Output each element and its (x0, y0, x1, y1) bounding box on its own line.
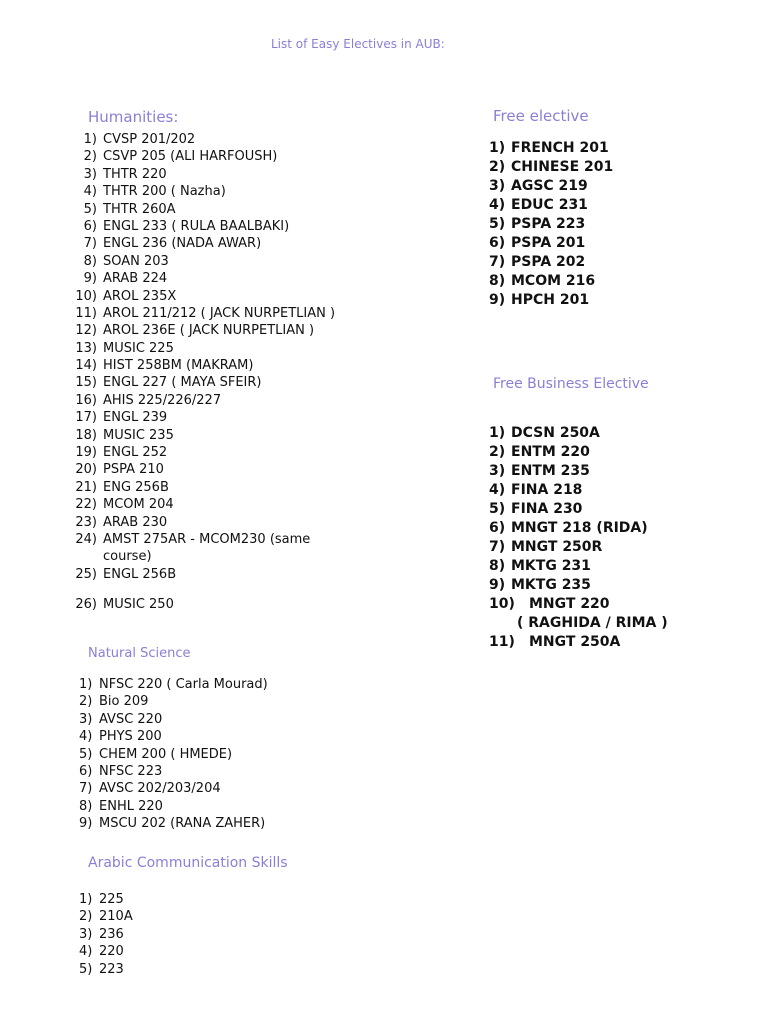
item-number: 7) (489, 254, 506, 270)
item-number: 16) (75, 392, 97, 408)
item-number: 6) (489, 520, 506, 536)
item-label: THTR 200 ( Nazha) (103, 184, 226, 200)
item-number: 5) (79, 961, 93, 977)
item-label: 210A (99, 909, 133, 925)
list-item (489, 234, 613, 253)
item-label: PHYS 200 (99, 729, 162, 745)
list-item (73, 479, 343, 496)
item-number: 2) (79, 909, 93, 925)
list-item (489, 595, 668, 614)
list-item (73, 270, 343, 287)
item-number: 3) (79, 926, 93, 942)
item-label: 223 (99, 961, 124, 977)
list-item (489, 481, 668, 500)
list-item (489, 500, 668, 519)
list-item (79, 815, 268, 832)
list-item (73, 444, 343, 461)
item-number: 5) (79, 746, 93, 762)
item-label: Bio 209 (99, 694, 149, 710)
item-number: 19) (75, 445, 97, 461)
item-label: CVSP 201/202 (103, 132, 196, 147)
list-item (489, 443, 668, 462)
item-label: EDUC 231 (511, 197, 588, 213)
item-number: 1) (489, 140, 506, 156)
item-label: DCSN 250A (511, 425, 600, 441)
item-label: ENGL 256B (103, 566, 177, 582)
list-item (489, 215, 613, 234)
natural-science-list (79, 676, 268, 833)
list-item (73, 305, 343, 322)
list-item (73, 322, 343, 339)
item-label: AHIS 225/226/227 (103, 392, 222, 408)
list-item (73, 514, 343, 531)
item-label: ENHL 220 (99, 798, 163, 814)
item-number: 6) (83, 218, 97, 234)
item-label: ( RAGHIDA / RIMA ) (517, 615, 668, 631)
free-elective-list (489, 139, 613, 310)
list-item (489, 633, 668, 652)
item-label: ENGL 236 (NADA AWAR) (103, 236, 262, 252)
item-number: 3) (489, 463, 506, 479)
item-number: 4) (79, 944, 93, 960)
item-label: MUSIC 235 (103, 427, 174, 443)
item-label: AROL 235X (103, 288, 177, 304)
item-number: 7) (83, 236, 97, 252)
item-number: 9) (83, 271, 97, 287)
item-number: 8) (489, 273, 506, 289)
item-label: MNGT 220 (529, 596, 610, 612)
item-label: ENGL 239 (103, 410, 168, 426)
free-business-elective-list (489, 424, 668, 652)
item-label: MKTG 235 (511, 577, 591, 593)
list-item (79, 728, 268, 745)
item-number: 18) (75, 427, 97, 443)
item-number: 13) (75, 340, 97, 356)
item-number: 7) (79, 781, 93, 797)
item-number: 2) (489, 159, 506, 175)
item-number: 9) (489, 292, 506, 308)
item-label: PSPA 210 (103, 462, 164, 478)
item-label: MCOM 204 (103, 497, 174, 513)
list-item (73, 392, 343, 409)
item-number: 1) (83, 132, 97, 147)
item-label: PSPA 202 (511, 254, 586, 270)
item-label: AROL 236E ( JACK NURPETLIAN ) (103, 323, 315, 339)
item-label: NFSC 223 (99, 763, 163, 779)
humanities-heading: Humanities: (88, 108, 179, 126)
list-item (73, 288, 343, 305)
item-label: PSPA 201 (511, 235, 586, 251)
item-number: 9) (489, 577, 506, 593)
list-item (79, 798, 268, 815)
item-number: 25) (75, 566, 97, 582)
item-number: 12) (75, 323, 97, 339)
list-item (79, 943, 133, 960)
item-label: AMST 275AR - MCOM230 (same course) (103, 531, 311, 565)
list-item (489, 614, 668, 633)
list-item (73, 496, 343, 513)
item-label: CHINESE 201 (511, 159, 614, 175)
list-item (73, 235, 343, 252)
item-label: ENGL 227 ( MAYA SFEIR) (103, 375, 262, 391)
item-number: 23) (75, 514, 97, 530)
item-label: PSPA 223 (511, 216, 586, 232)
list-item (489, 557, 668, 576)
list-item (79, 926, 133, 943)
list-item (73, 374, 343, 391)
item-label: MSCU 202 (RANA ZAHER) (99, 816, 266, 832)
item-number: 22) (75, 497, 97, 513)
item-number: 4) (489, 197, 506, 213)
item-number: 20) (75, 462, 97, 478)
item-label: ARAB 230 (103, 514, 168, 530)
item-number: 5) (489, 501, 506, 517)
list-item (73, 218, 343, 235)
arabic-communication-list (79, 891, 133, 978)
item-number: 26) (75, 597, 97, 613)
item-number: 5) (83, 201, 97, 217)
item-label: 220 (99, 944, 124, 960)
list-item (489, 139, 613, 158)
item-label: ENG 256B (103, 479, 169, 495)
item-label: MCOM 216 (511, 273, 596, 289)
list-item (73, 131, 343, 148)
list-item (73, 340, 343, 357)
item-number: 7) (489, 539, 506, 555)
list-item (73, 183, 343, 200)
item-number: 14) (75, 358, 97, 374)
item-label: FINA 230 (511, 501, 583, 517)
item-label: ARAB 224 (103, 271, 168, 287)
list-item (79, 711, 268, 728)
item-label: AVSC 202/203/204 (99, 781, 221, 797)
list-item (79, 763, 268, 780)
arabic-communication-heading: Arabic Communication Skills (88, 855, 288, 871)
item-label: ENGL 252 (103, 445, 168, 461)
item-number: 8) (489, 558, 506, 574)
list-item (79, 693, 268, 710)
free-business-elective-heading: Free Business Elective (493, 376, 649, 392)
document-title: List of Easy Electives in AUB: (271, 37, 445, 51)
item-label: CSVP 205 (ALI HARFOUSH) (103, 149, 278, 165)
list-item (79, 780, 268, 797)
list-item (73, 596, 343, 613)
item-label: MNGT 250R (511, 539, 603, 555)
item-number: 3) (79, 711, 93, 727)
list-item (73, 566, 343, 583)
item-label: AVSC 220 (99, 711, 163, 727)
item-label: SOAN 203 (103, 253, 169, 269)
item-number: 6) (79, 763, 93, 779)
item-label: THTR 260A (103, 201, 176, 217)
list-item (79, 961, 133, 978)
item-label: HPCH 201 (511, 292, 590, 308)
item-number: 17) (75, 410, 97, 426)
item-number: 15) (75, 375, 97, 391)
item-number: 9) (79, 816, 93, 832)
free-elective-heading: Free elective (493, 107, 589, 125)
list-item (73, 166, 343, 183)
item-label: MUSIC 250 (103, 597, 174, 613)
list-item (489, 462, 668, 481)
item-number: 10) (489, 596, 515, 612)
item-label: AROL 211/212 ( JACK NURPETLIAN ) (103, 305, 336, 321)
item-label: FRENCH 201 (511, 140, 609, 156)
item-label: MUSIC 225 (103, 340, 174, 356)
natural-science-heading: Natural Science (88, 646, 191, 661)
list-item (489, 519, 668, 538)
list-item (73, 357, 343, 374)
item-number: 4) (79, 729, 93, 745)
list-item (73, 409, 343, 426)
item-number: 24) (75, 531, 97, 547)
item-label: MKTG 231 (511, 558, 591, 574)
list-item (73, 427, 343, 444)
list-item (489, 576, 668, 595)
list-item (489, 272, 613, 291)
item-label: AGSC 219 (511, 178, 588, 194)
item-number: 2) (79, 694, 93, 710)
item-label: MNGT 250A (529, 634, 621, 650)
item-number: 1) (79, 677, 93, 692)
list-item (489, 291, 613, 310)
list-item (489, 538, 668, 557)
item-label: ENGL 233 ( RULA BAALBAKI) (103, 218, 290, 234)
list-item (79, 908, 133, 925)
item-number: 11) (75, 305, 97, 321)
item-number: 3) (83, 166, 97, 182)
list-item (489, 253, 613, 272)
item-number: 4) (83, 184, 97, 200)
list-item (489, 158, 613, 177)
list-item (73, 201, 343, 218)
item-number: 8) (79, 798, 93, 814)
item-number: 10) (75, 288, 97, 304)
item-label: MNGT 218 (RIDA) (511, 520, 648, 536)
list-item (489, 424, 668, 443)
list-item (489, 196, 613, 215)
list-item (73, 531, 343, 566)
item-number: 1) (489, 425, 506, 441)
item-label: CHEM 200 ( HMEDE) (99, 746, 233, 762)
item-number: 3) (489, 178, 506, 194)
list-item (73, 461, 343, 478)
item-number: 8) (83, 253, 97, 269)
item-number: 4) (489, 482, 506, 498)
item-label: 236 (99, 926, 124, 942)
item-label: HIST 258BM (MAKRAM) (103, 358, 254, 374)
item-number: 1) (79, 892, 93, 907)
list-item (79, 676, 268, 693)
item-label: 225 (99, 892, 124, 907)
item-number: 21) (75, 479, 97, 495)
item-number: 2) (489, 444, 506, 460)
item-label: ENTM 235 (511, 463, 590, 479)
item-label: FINA 218 (511, 482, 583, 498)
item-label: THTR 220 (103, 166, 167, 182)
list-item (73, 148, 343, 165)
item-label: NFSC 220 ( Carla Mourad) (99, 677, 268, 692)
list-item (79, 746, 268, 763)
item-number: 6) (489, 235, 506, 251)
list-item (79, 891, 133, 908)
item-number: 2) (83, 149, 97, 165)
humanities-list (73, 131, 343, 614)
item-number: 5) (489, 216, 506, 232)
list-item (489, 177, 613, 196)
item-label: ENTM 220 (511, 444, 590, 460)
item-number: 11) (489, 634, 515, 650)
list-item (73, 253, 343, 270)
